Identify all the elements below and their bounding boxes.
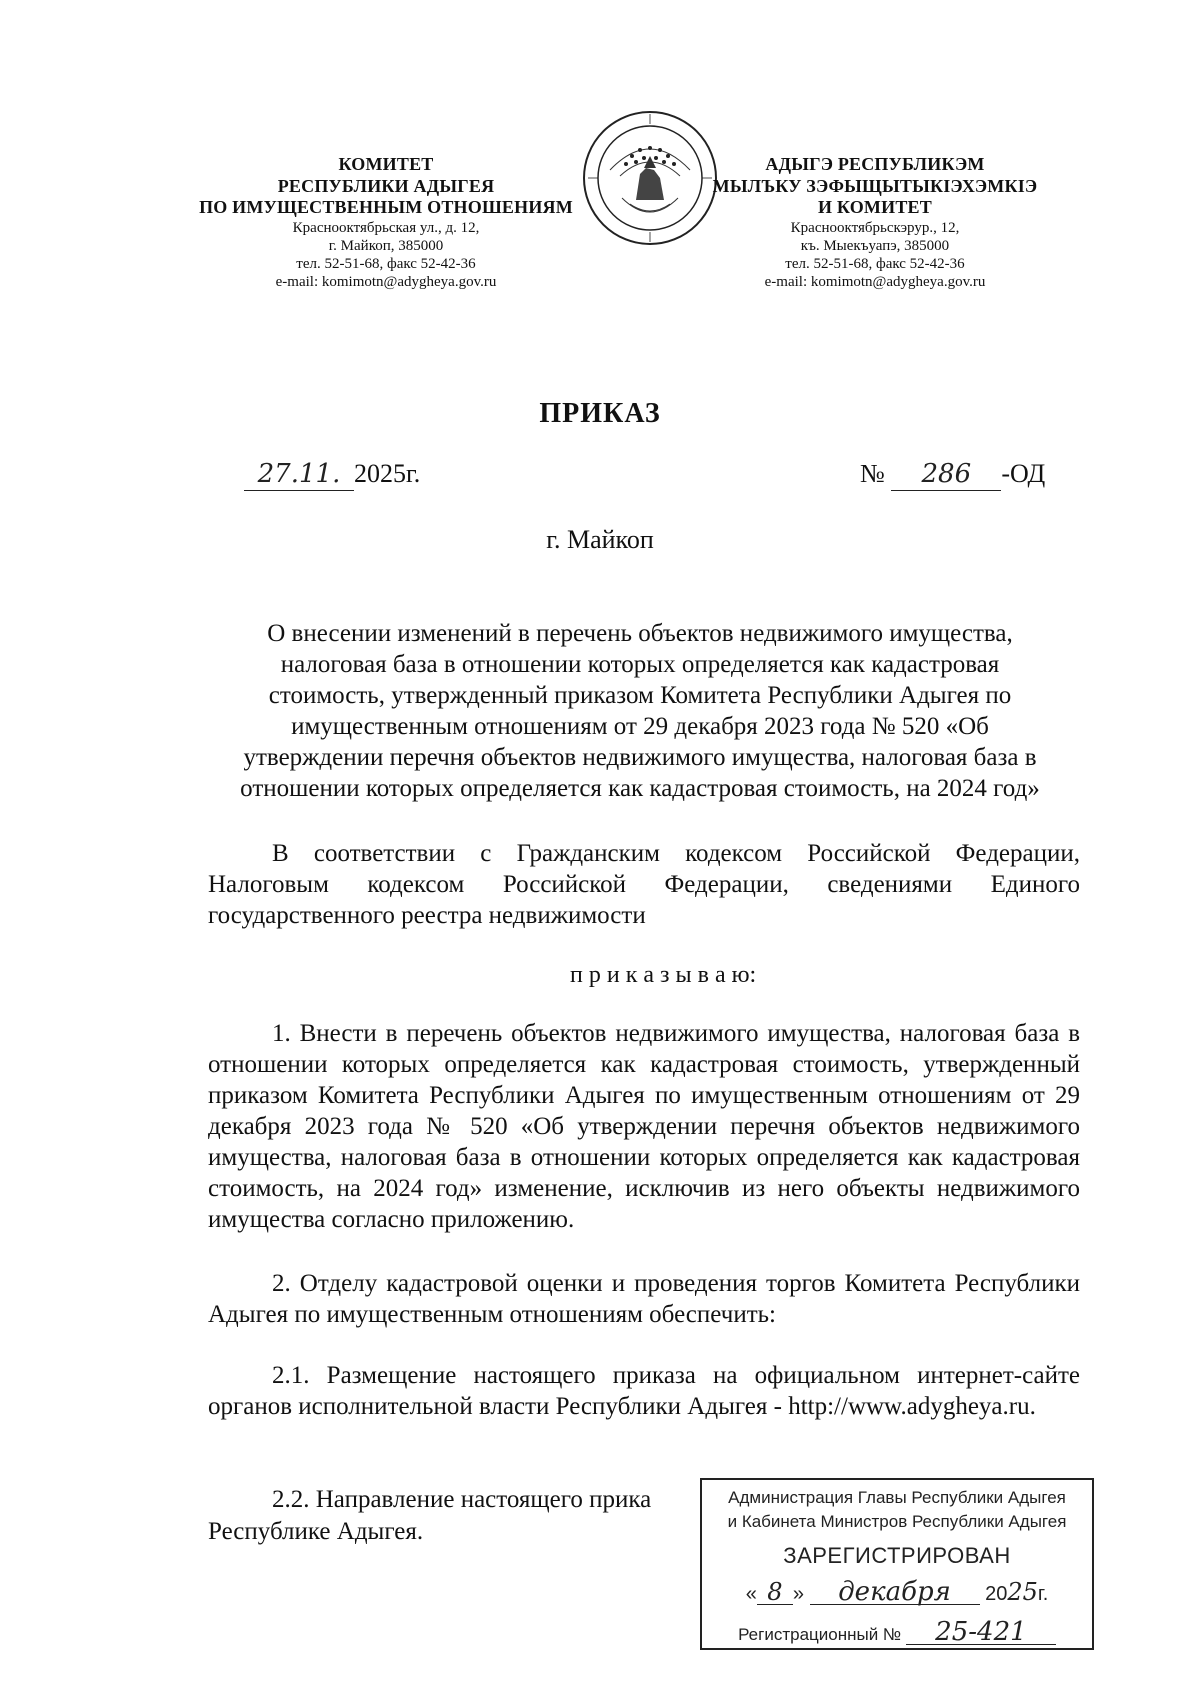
stamp-status: ЗАРЕГИСТРИРОВАН	[783, 1543, 1011, 1568]
left-header-email: e-mail: komimotn@adygheya.gov.ru	[275, 273, 497, 290]
left-header	[196, 154, 576, 291]
number-suffix: -ОД	[1001, 459, 1046, 488]
stamp-open-quote: «	[745, 1583, 757, 1605]
left-header-address: Краснооктябрьская ул., д. 12,	[292, 219, 480, 236]
subject-line: имущественным отношениям от 29 декабря 2023 года № 520 «Об	[291, 713, 989, 740]
document-title: ПРИКАЗ	[539, 398, 661, 429]
item-1: 1. Внести в перечень объектов недвижимого имущества, налоговая база в отношении которых определяется как кадастровая стоимость, утвержденный приказом Комитета Республики Адыгея по имущественным отношениям от 29 декабря 2023 года № 520 «Об утверждении перечня объектов недвижимого имущества, налоговая база в отношении которых определяется как кадастровая стоимость, на 2024 год» изменение, исключив из него объекты недвижимого имущества согласно приложению.	[208, 1020, 1080, 1233]
right-header-line3: И КОМИТЕТ	[818, 197, 932, 218]
stamp-reg-label: Регистрационный №	[738, 1625, 902, 1644]
stamp-month: декабря	[810, 1580, 980, 1605]
left-header-line1: КОМИТЕТ	[338, 154, 434, 174]
stamp-reg-row	[702, 1617, 1092, 1647]
stamp-day: 8	[757, 1580, 793, 1605]
right-header	[710, 154, 1040, 291]
item-2-1: 2.1. Размещение настоящего приказа на официальном интернет-сайте органов исполнительной власти Республики Адыгея - http://www.adygheya.ru.	[208, 1362, 1080, 1420]
stamp-date-row	[702, 1577, 1092, 1607]
right-header-phone: тел. 52-51-68, факс 52-42-36	[785, 255, 965, 272]
stamp-line2: и Кабинета Министров Республики Адыгея	[727, 1512, 1067, 1531]
number-handwritten: 286	[891, 459, 1001, 491]
order-date	[244, 458, 420, 491]
stamp-line1: Администрация Главы Республики Адыгея	[728, 1488, 1066, 1507]
subject-line: налоговая база в отношении которых определяется как кадастровая	[280, 651, 1000, 678]
left-header-city: г. Майкоп, 385000	[328, 237, 444, 254]
order-word: п р и к а з ы в а ю:	[570, 962, 757, 988]
item-2-2-line2: Республике Адыгея.	[208, 1518, 424, 1545]
item-2-2-line1: 2.2. Направление настоящего прика	[272, 1486, 652, 1513]
subject-line: отношении которых определяется как кадастровая стоимость, на 2024 год»	[240, 775, 1040, 802]
right-header-city: къ. Мыекъуапэ, 385000	[800, 237, 950, 254]
right-header-line1: АДЫГЭ РЕСПУБЛИКЭМ	[765, 154, 985, 174]
order-number	[860, 458, 1045, 491]
registration-stamp	[700, 1478, 1094, 1650]
number-prefix: №	[860, 459, 885, 488]
date-year: 2025г.	[354, 459, 421, 488]
subject-line: О внесении изменений в перечень объектов недвижимого имущества,	[267, 620, 1013, 647]
stamp-year-end: г.	[1037, 1583, 1049, 1605]
left-header-phone: тел. 52-51-68, факс 52-42-36	[296, 255, 476, 272]
date-handwritten: 27.11.	[244, 459, 354, 491]
subject-line: стоимость, утвержденный приказом Комитета Республики Адыгея по	[268, 682, 1012, 709]
preamble: В соответствии с Гражданским кодексом Российской Федерации, Налоговым кодексом Российской Федерации, сведениями Единого государственного реестра недвижимости	[208, 840, 1080, 929]
item-2: 2. Отделу кадастровой оценки и проведения торгов Комитета Республики Адыгея по имущественным отношениям обеспечить:	[208, 1270, 1080, 1328]
stamp-reg-number: 25-421	[906, 1620, 1056, 1645]
right-header-address: Краснооктябрьскэрур., 12,	[790, 219, 960, 236]
stamp-year-prefix: 20	[985, 1583, 1008, 1605]
subject-line: утверждении перечня объектов недвижимого имущества, налоговая база в	[243, 744, 1037, 771]
document-city: г. Майкоп	[546, 525, 654, 554]
right-header-line2: МЫЛЪКУ ЗЭФЫЩЫТЫКIЭХЭМКIЭ	[712, 175, 1038, 196]
stamp-close-quote: »	[792, 1583, 804, 1605]
coat-of-arms-emblem	[580, 108, 720, 248]
left-header-line3: ПО ИМУЩЕСТВЕННЫМ ОТНОШЕНИЯМ	[199, 197, 573, 218]
right-header-email: e-mail: komimotn@adygheya.gov.ru	[764, 273, 986, 290]
left-header-line2: РЕСПУБЛИКИ АДЫГЕЯ	[277, 175, 495, 196]
stamp-year-suffix: 25	[1007, 1578, 1038, 1606]
document-subject	[200, 618, 1080, 804]
